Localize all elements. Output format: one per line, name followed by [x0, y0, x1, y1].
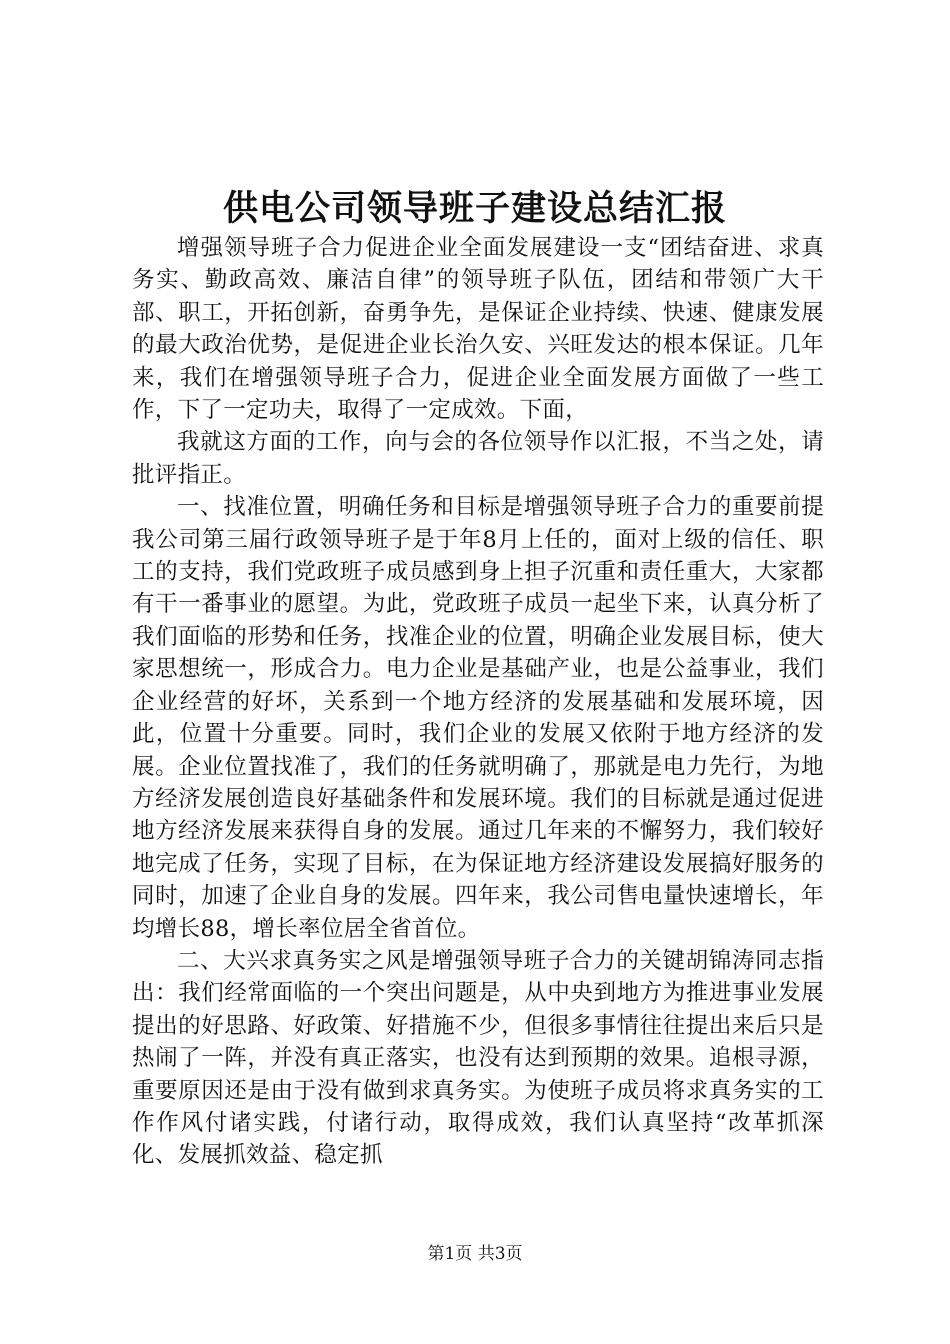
document-title: 供电公司领导班子建设总结汇报: [222, 188, 727, 229]
paragraph: 增强领导班子合力促进企业全面发展建设一支“团结奋进、求真务实、勤政高效、廉洁自律”的领导班子队伍，团结和带领广大干部、职工，开拓创新，奋勇争先，是保证企业持续、快速、健康发展的最大政治优势，是促进企业长治久安、兴旺发达的根本保证。几年来，我们在增强领导班子合力，促进企业全面发展方面做了一些工作，下了一定功夫，取得了一定成效。下面，: [132, 235, 824, 424]
paragraph: 二、大兴求真务实之风是增强领导班子合力的关键胡锦涛同志指出：我们经常面临的一个突出问题是，从中央到地方为推进事业发展提出的好思路、好政策、好措施不少，但很多事情往往提出来后只是热闹了一阵，并没有真正落实，也没有达到预期的效果。追根寻源，重要原因还是由于没有做到求真务实。为使班子成员将求真务实的工作作风付诸实践，付诸行动，取得成效，我们认真坚持“改革抓深化、发展抓效益、稳定抓: [132, 947, 824, 1169]
page-footer: 第1页 共3页: [427, 1244, 523, 1264]
paragraph: 我就这方面的工作，向与会的各位领导作以汇报，不当之处，请批评指正。: [132, 429, 824, 488]
document-body: [132, 232, 824, 1172]
paragraph: 一、找准位置，明确任务和目标是增强领导班子合力的重要前提我公司第三届行政领导班子是于年8月上任的，面对上级的信任、职工的支持，我们党政班子成员感到身上担子沉重和责任重大，大家都有干一番事业的愿望。为此，党政班子成员一起坐下来，认真分析了我们面临的形势和任务，找准企业的位置，明确企业发展目标，使大家思想统一，形成合力。电力企业是基础产业，也是公益事业，我们企业经营的好坏，关系到一个地方经济的发展基础和发展环境，因此，位置十分重要。同时，我们企业的发展又依附于地方经济的发展。企业位置找准了，我们的任务就明确了，那就是电力先行，为地方经济发展创造良好基础条件和发展环境。我们的目标就是通过促进地方经济发展来获得自身的发展。通过几年来的不懈努力，我们较好地完成了任务，实现了目标，在为保证地方经济建设发展搞好服务的同时，加速了企业自身的发展。四年来，我公司售电量快速增长，年均增长88，增长率位居全省首位。: [132, 494, 824, 942]
